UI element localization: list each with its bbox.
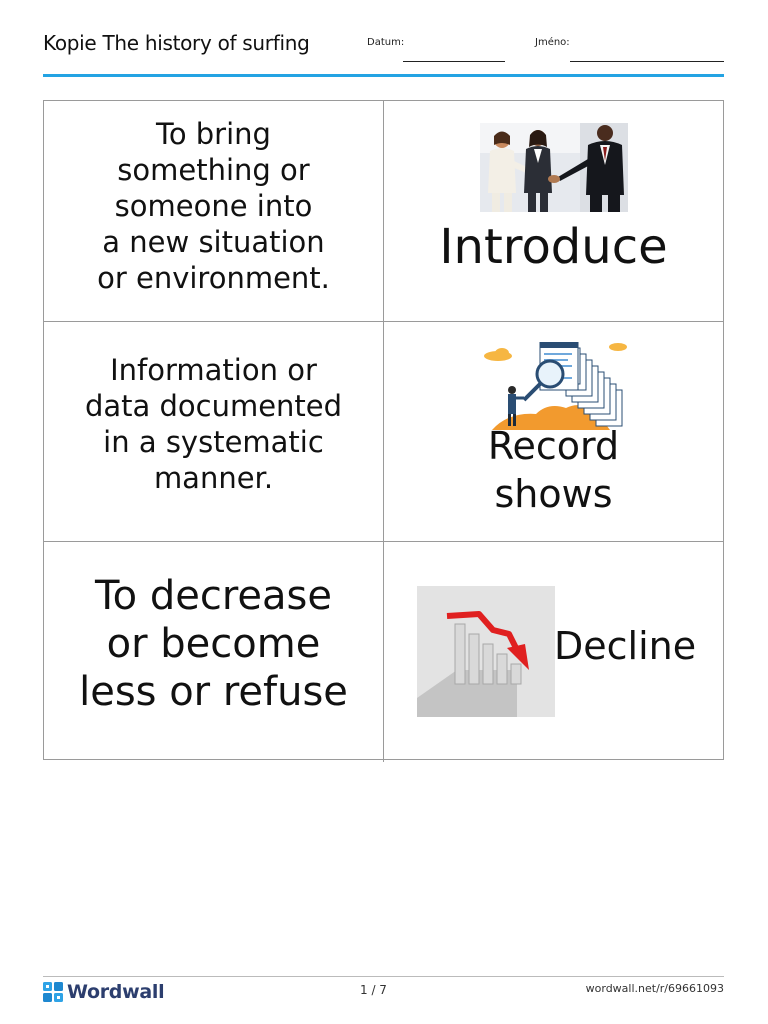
footer-divider <box>43 976 724 977</box>
declining-bar-chart-image <box>417 586 555 717</box>
document-magnifier-illustration <box>478 342 632 432</box>
people-handshake-image <box>480 123 628 212</box>
brand-name: Wordwall <box>67 981 165 1003</box>
worksheet-header <box>43 0 724 78</box>
definition-text: Information or data documented in a systematic manner. <box>84 353 343 495</box>
card-row <box>44 541 723 762</box>
term-text: Record shows <box>487 424 620 516</box>
term-text: Introduce <box>439 219 668 275</box>
wordwall-logo <box>43 981 164 1003</box>
term-cell <box>384 101 723 321</box>
term-cell <box>384 542 723 762</box>
card-row <box>44 321 723 542</box>
definition-cell <box>44 322 384 542</box>
wordwall-logo-icon <box>43 982 63 1002</box>
term-text: Decline <box>554 624 697 668</box>
definition-text: To bring something or someone into a new situation or environment. <box>97 117 330 295</box>
header-divider <box>43 74 724 77</box>
page-number: 1 / 7 <box>360 983 387 997</box>
term-cell <box>384 322 723 542</box>
card-grid <box>43 100 724 760</box>
worksheet-title: Kopie The history of surfing <box>43 31 310 55</box>
name-label: Jméno: <box>535 37 570 48</box>
name-field[interactable] <box>570 61 724 62</box>
date-label: Datum: <box>367 37 405 48</box>
source-url[interactable]: wordwall.net/r/69661093 <box>585 982 724 995</box>
date-field[interactable] <box>403 61 505 62</box>
definition-cell <box>44 101 384 321</box>
definition-cell <box>44 542 384 762</box>
definition-text: To decrease or become less or refuse <box>79 573 348 715</box>
card-row <box>44 101 723 321</box>
